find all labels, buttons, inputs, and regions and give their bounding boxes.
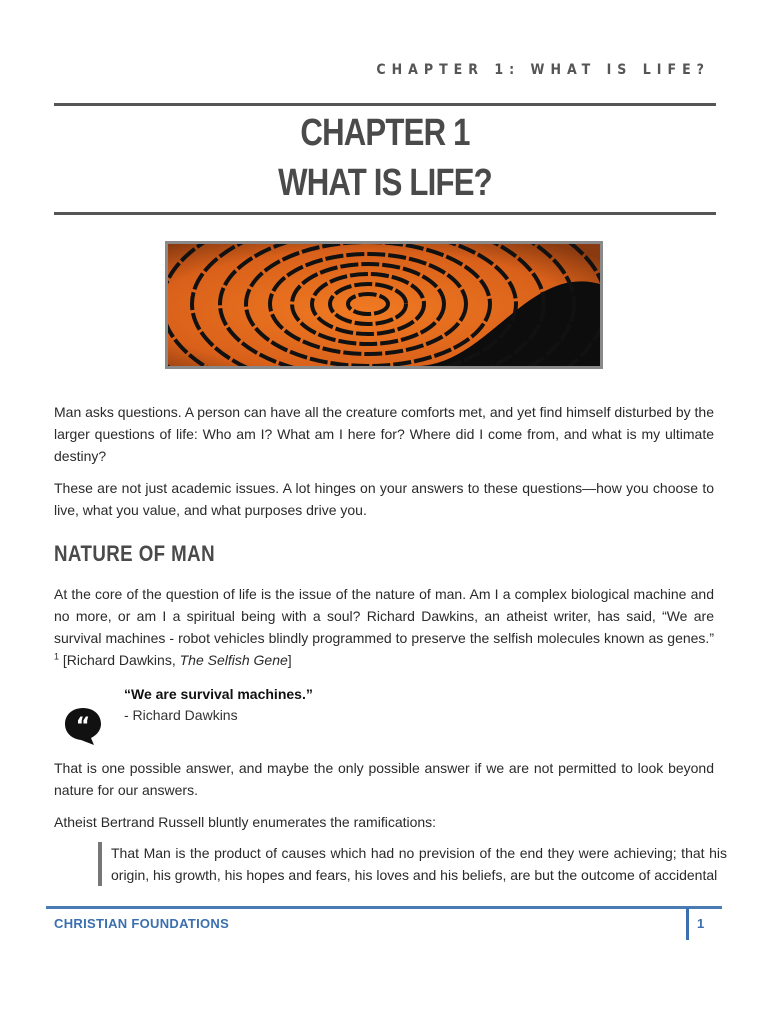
pull-quote-text: “We are survival machines.” <box>124 686 313 702</box>
footer-book-title: CHRISTIAN FOUNDATIONS <box>54 916 230 931</box>
chapter-title-line2: WHAT IS LIFE? <box>278 162 492 204</box>
nature-paragraph-1 <box>54 583 714 671</box>
citation-suffix: ] <box>287 652 292 668</box>
nature-paragraph-3: Atheist Bertrand Russell bluntly enumerates the ramifications: <box>54 814 437 830</box>
intro-paragraph-2: These are not just academic issues. A lot hinges on your answers to these questions—how you choose to live, what you value, and what purposes drive you. <box>54 480 714 518</box>
russell-blockquote: That Man is the product of causes which had no prevision of the end they were achieving; that his origin, his growth, his hopes and fears, his loves and his beliefs, are but the outcome of accidental <box>98 842 727 886</box>
citation-title: The Selfish Gene <box>179 652 288 668</box>
fingerprint-graphic <box>168 244 600 366</box>
pull-quote-attribution: - Richard Dawkins <box>124 707 238 723</box>
svg-text:“: “ <box>75 714 91 739</box>
title-bottom-rule <box>54 212 716 215</box>
footnote-marker[interactable]: 1 <box>54 651 60 662</box>
running-header: CHAPTER 1: WHAT IS LIFE? <box>376 62 710 78</box>
quote-bubble-icon <box>64 706 102 746</box>
chapter-title <box>114 108 657 208</box>
nature-paragraph-2: That is one possible answer, and maybe the only possible answer if we are not permitted to look beyond nature for our answers. <box>54 760 714 798</box>
fingerprint-image <box>165 241 603 369</box>
chapter-title-line1: CHAPTER 1 <box>300 112 470 154</box>
page-number: 1 <box>697 916 705 931</box>
nature-paragraph-1-text: At the core of the question of life is the issue of the nature of man. Am I a complex biological machine and no more, or am I a spiritual being with a soul? Richard Dawkins, an atheist writer, has said, “We are survival machines - robot vehicles blindly programmed to preserve the selfish molecules known as genes.” <box>54 586 714 646</box>
pull-quote <box>124 683 313 725</box>
footer-rule <box>46 906 722 909</box>
citation-prefix: [Richard Dawkins, <box>59 652 180 668</box>
footer-divider <box>686 908 689 940</box>
intro-paragraph-1: Man asks questions. A person can have all the creature comforts met, and yet find himself disturbed by the larger questions of life: Who am I? What am I here for? Where did I come from, and what is my ultimate destiny? <box>54 404 714 464</box>
title-top-rule <box>54 103 716 106</box>
section-heading: NATURE OF MAN <box>54 541 216 566</box>
